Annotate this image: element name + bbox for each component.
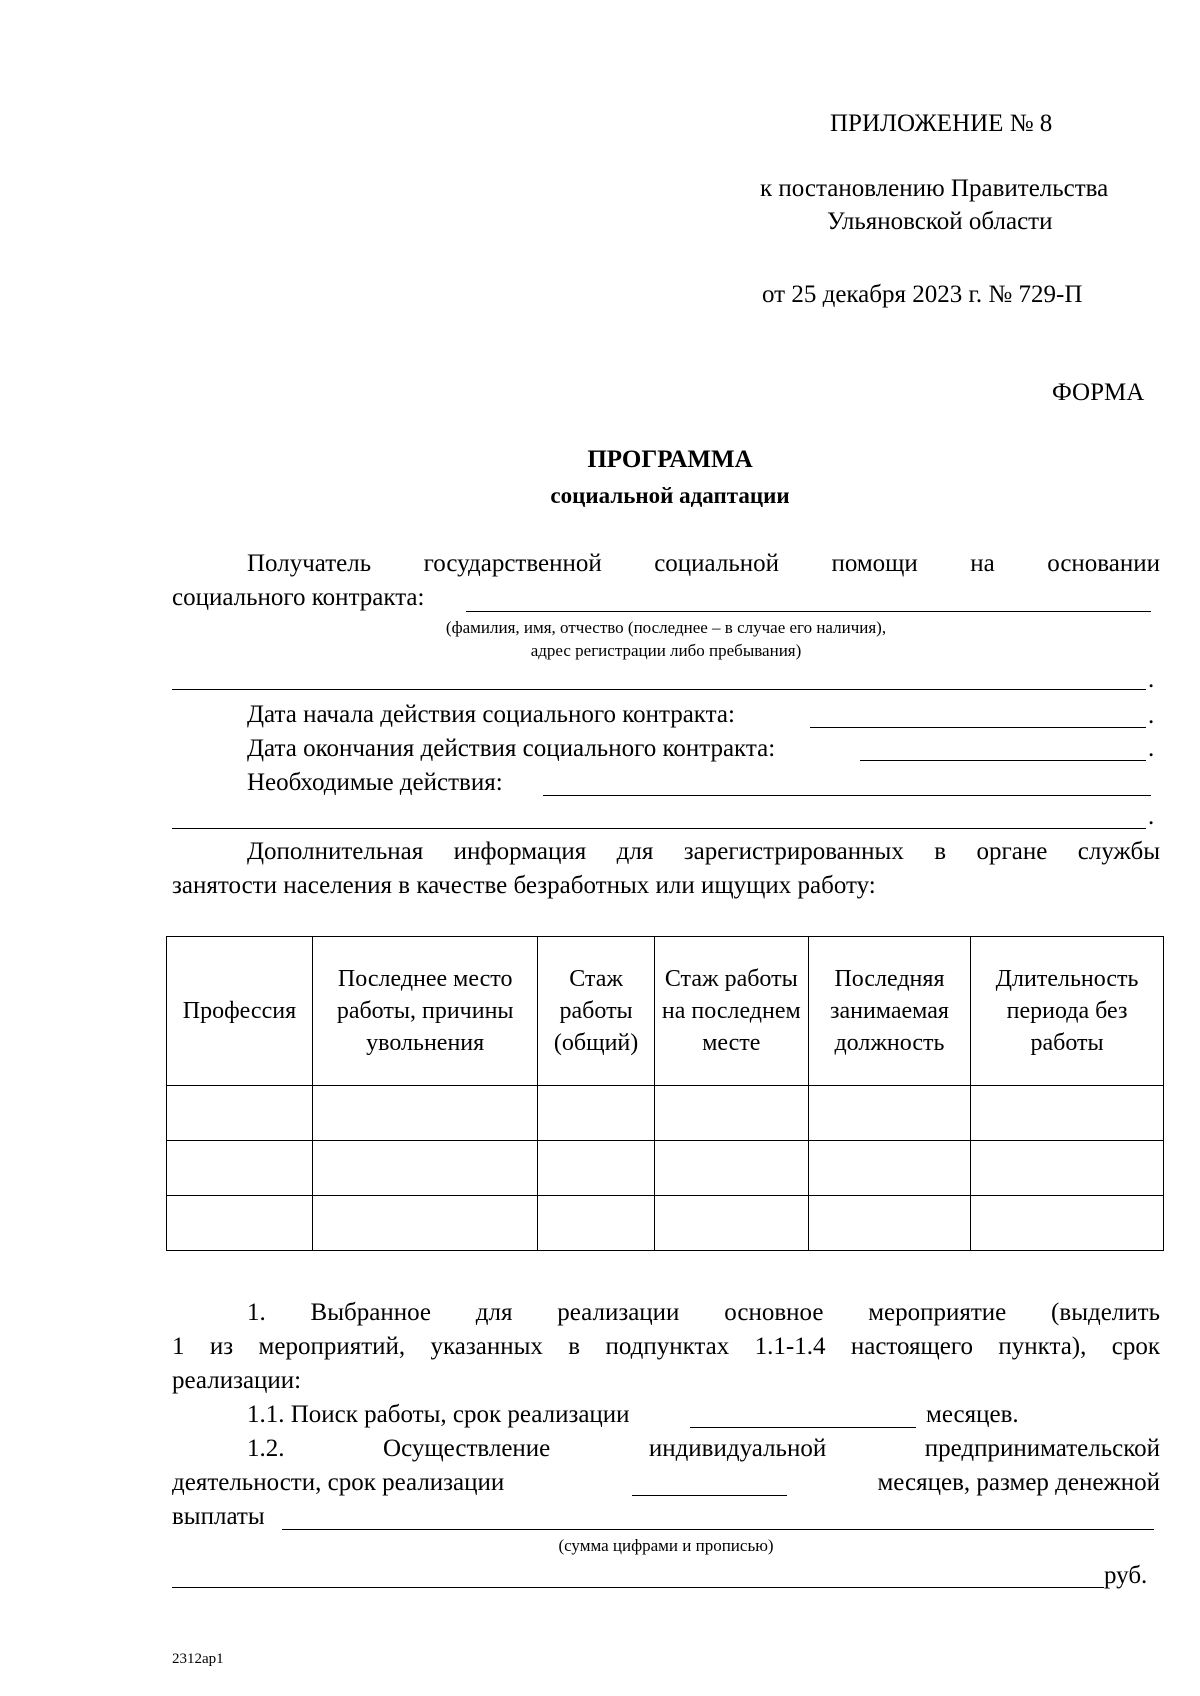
table-cell[interactable] <box>971 1086 1164 1141</box>
resolution-date-number: от 25 декабря 2023 г. № 729-П <box>762 281 1083 308</box>
period-mark: . <box>1148 735 1155 762</box>
payout-amount-field[interactable] <box>282 1529 1154 1530</box>
job-search-term-field[interactable] <box>690 1427 916 1428</box>
start-date-field[interactable] <box>810 727 1146 728</box>
recipient-name-field[interactable] <box>466 611 1151 612</box>
table-cell[interactable] <box>167 1196 313 1251</box>
form-label: ФОРМА <box>1052 379 1145 406</box>
table-cell[interactable] <box>167 1141 313 1196</box>
header-total-experience: Стаж работы (общий) <box>538 937 654 1086</box>
table-cell[interactable] <box>538 1086 654 1141</box>
end-date-label: Дата окончания действия социального контракта: <box>247 735 776 762</box>
section1-line2: 1 из мероприятий, указанных в подпунктах 1.1-1.4 настоящего пункта), срок <box>172 1333 1160 1360</box>
table-cell[interactable] <box>971 1141 1164 1196</box>
table-cell[interactable] <box>538 1196 654 1251</box>
actions-field-continuation[interactable] <box>172 828 1146 829</box>
table-cell[interactable] <box>654 1086 808 1141</box>
table-cell[interactable] <box>808 1086 970 1141</box>
document-code: 2312ap1 <box>172 1651 224 1667</box>
table-cell[interactable] <box>808 1141 970 1196</box>
item-1-2-payout-label: выплаты <box>172 1503 265 1530</box>
table-cell[interactable] <box>312 1196 538 1251</box>
header-last-workplace: Последнее место работы, причины увольнения <box>312 937 538 1086</box>
table-cell[interactable] <box>808 1196 970 1251</box>
item-1-1-months: месяцев. <box>926 1401 1019 1428</box>
additional-info-line1: Дополнительная информация для зарегистрированных в органе службы <box>247 838 1160 865</box>
item-1-1-label: 1.1. Поиск работы, срок реализации <box>247 1401 630 1428</box>
section1-line1: 1. Выбранное для реализации основное мероприятие (выделить <box>247 1299 1160 1326</box>
recipient-caption-line1: (фамилия, имя, отчество (последнее – в случае его наличия), <box>445 618 887 637</box>
table-row <box>167 1086 1164 1141</box>
table-cell[interactable] <box>312 1086 538 1141</box>
table-row <box>167 1141 1164 1196</box>
recipient-caption-line2: адрес регистрации либо пребывания) <box>530 641 802 660</box>
period-mark: . <box>1148 666 1155 693</box>
recipient-line1: Получатель государственной социальной помощи на основании <box>247 550 1160 577</box>
end-date-field[interactable] <box>860 760 1146 761</box>
header-profession: Профессия <box>167 937 313 1086</box>
actions-label: Необходимые действия: <box>247 769 503 796</box>
table-cell[interactable] <box>538 1141 654 1196</box>
actions-field[interactable] <box>543 795 1151 796</box>
table-row <box>167 1196 1164 1251</box>
recipient-address-field[interactable] <box>172 689 1146 690</box>
program-title: ПРОГРАММА <box>587 446 753 473</box>
table-header-row <box>167 937 1164 1086</box>
payout-amount-words-field[interactable] <box>172 1587 1104 1588</box>
period-mark: . <box>1148 702 1155 729</box>
header-last-position: Последняя занимаемая должность <box>808 937 970 1086</box>
resolution-ref-line2: Ульяновской области <box>827 208 1053 235</box>
table-cell[interactable] <box>971 1196 1164 1251</box>
header-last-experience: Стаж работы на последнем месте <box>654 937 808 1086</box>
resolution-ref-line1: к постановлению Правительства <box>760 175 1109 202</box>
item-1-2-payment: месяцев, размер денежной <box>877 1469 1160 1496</box>
item-1-2-activity: деятельности, срок реализации <box>172 1469 505 1496</box>
rub-label: руб. <box>1104 1562 1148 1589</box>
header-unemployment-duration: Длительность периода без работы <box>971 937 1164 1086</box>
employment-info-table <box>166 936 1164 1251</box>
program-subtitle: социальной адаптации <box>550 483 790 508</box>
table-cell[interactable] <box>167 1086 313 1141</box>
recipient-line2: социального контракта: <box>172 584 425 611</box>
additional-info-line2: занятости населения в качестве безработных или ищущих работу: <box>172 872 876 899</box>
table-cell[interactable] <box>312 1141 538 1196</box>
sum-caption: (сумма цифрами и прописью) <box>558 1536 774 1555</box>
item-1-2-line1: 1.2. Осуществление индивидуальной предпринимательской <box>247 1435 1160 1462</box>
table-cell[interactable] <box>654 1141 808 1196</box>
table-cell[interactable] <box>654 1196 808 1251</box>
period-mark: . <box>1148 803 1155 830</box>
section1-line3: реализации: <box>172 1367 302 1394</box>
appendix-number: ПРИЛОЖЕНИЕ № 8 <box>830 110 1053 137</box>
business-term-field[interactable] <box>632 1495 787 1496</box>
start-date-label: Дата начала действия социального контракта: <box>247 701 735 728</box>
